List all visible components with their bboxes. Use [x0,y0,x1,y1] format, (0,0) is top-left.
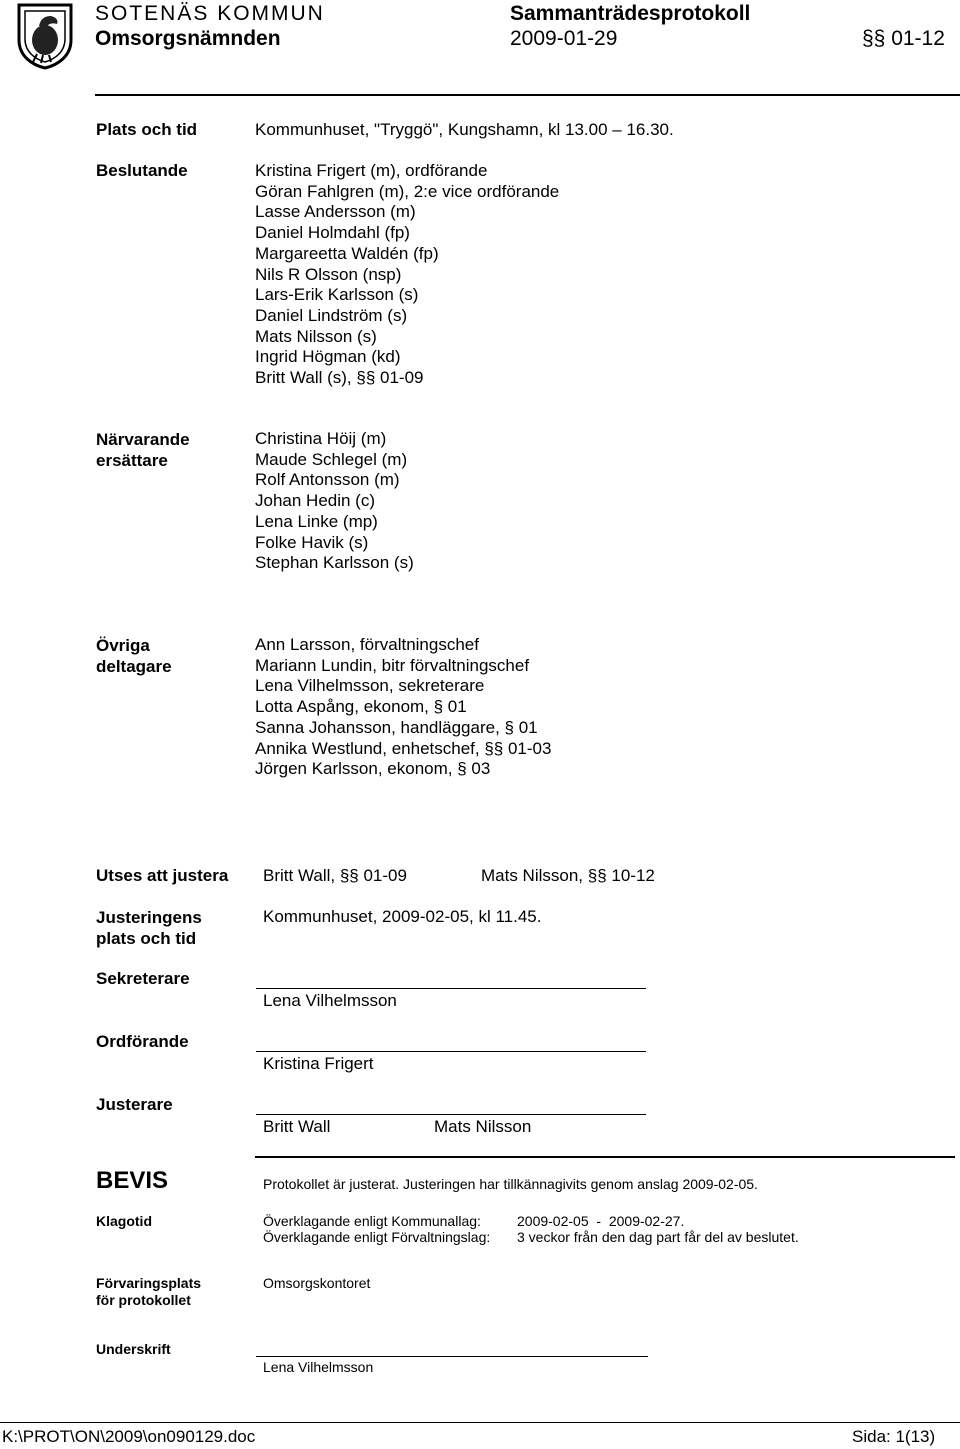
ersattare-list [255,429,414,574]
page-number: Sida: 1(13) [852,1427,936,1446]
ersattare-label: Närvarande ersättare [96,430,190,470]
list-item: Britt Wall (s), §§ 01-09 [255,368,424,388]
justera-label: Utses att justera [96,866,229,885]
beslutande-list [255,161,559,389]
justera-person-1: Britt Wall, §§ 01-09 [263,866,407,885]
footer-rule [0,1422,960,1423]
bevis-title: BEVIS [96,1167,169,1194]
justeringens-label: Justeringens plats och tid [96,908,202,948]
klagotid-kommunallag-label: Överklagande enligt Kommunallag: [263,1213,481,1229]
justerare-name-2: Mats Nilsson [434,1117,532,1136]
place-value: Kommunhuset, "Tryggö", Kungshamn, kl 13.00 – 16.30. [255,120,674,139]
list-item: Daniel Lindström (s) [255,305,408,325]
klagotid-kommunallag-value: 2009-02-05 - 2009-02-27. [517,1213,685,1229]
paragraph-range: §§ 01-12 [862,27,945,50]
list-item: Stephan Karlsson (s) [255,553,414,573]
list-item: Lars-Erik Karlsson (s) [255,285,419,305]
list-item: Sanna Johansson, handläggare, § 01 [255,717,538,737]
list-item: Lena Linke (mp) [255,511,378,531]
header-rule [95,94,960,96]
forvaring-label: Förvaringsplats för protokollet [96,1275,202,1308]
list-item: Maude Schlegel (m) [255,449,408,469]
list-item: Ann Larsson, förvaltningschef [255,635,479,654]
list-item: Daniel Holmdahl (fp) [255,223,410,243]
bevis-text: Protokollet är justerat. Justeringen har tillkännagivits genom anslag 2009-02-05. [263,1176,758,1192]
justerare-name-1: Britt Wall [263,1117,331,1136]
list-item: Lasse Andersson (m) [255,202,416,222]
list-item: Jörgen Karlsson, ekonom, § 03 [255,759,491,779]
list-item: Lena Vilhelmsson, sekreterare [255,676,485,696]
underskrift-name: Lena Vilhelmsson [263,1359,374,1375]
list-item: Mats Nilsson (s) [255,326,377,346]
list-item: Johan Hedin (c) [255,491,376,511]
sekreterare-name: Lena Vilhelmsson [263,991,397,1010]
klagotid-forvaltningslag-value: 3 veckor från den dag part får del av beslutet. [517,1229,799,1245]
beslutande-label: Beslutande [96,161,188,180]
ovriga-label: Övriga deltagare [96,636,172,676]
list-item: Folke Havik (s) [255,532,369,552]
list-item: Annika Westlund, enhetschef, §§ 01-03 [255,738,552,758]
document-type: Sammanträdesprotokoll [510,2,751,25]
signature-line [256,1051,646,1052]
klagotid-forvaltningslag-label: Överklagande enligt Förvaltningslag: [263,1229,491,1245]
meeting-date: 2009-01-29 [510,27,618,50]
signature-line [256,1114,646,1115]
list-item: Kristina Frigert (m), ordförande [255,161,488,180]
list-item: Rolf Antonsson (m) [255,470,400,490]
signature-line [256,988,646,989]
forvaring-value: Omsorgskontoret [263,1275,371,1291]
sekreterare-label: Sekreterare [96,969,190,988]
klagotid-label: Klagotid [96,1213,152,1229]
signature-line [256,1356,648,1357]
list-item: Göran Fahlgren (m), 2:e vice ordförande [255,181,560,201]
place-label: Plats och tid [96,120,198,139]
list-item: Christina Höij (m) [255,429,387,448]
committee-name: Omsorgsnämnden [95,27,281,50]
justera-person-2: Mats Nilsson, §§ 10-12 [481,866,655,885]
file-path: K:\PROT\ON\2009\on090129.doc [2,1427,256,1446]
ordforande-label: Ordförande [96,1032,189,1051]
municipality-logo [15,2,75,70]
justeringens-value: Kommunhuset, 2009-02-05, kl 11.45. [263,907,542,926]
org-name: SOTENÄS KOMMUN [95,2,325,25]
justerare-label: Justerare [96,1095,173,1114]
bevis-rule [255,1156,955,1158]
list-item: Mariann Lundin, bitr förvaltningschef [255,655,530,675]
list-item: Nils R Olsson (nsp) [255,264,402,284]
list-item: Ingrid Högman (kd) [255,347,401,367]
ordforande-name: Kristina Frigert [263,1054,374,1073]
ovriga-list [255,635,551,780]
list-item: Lotta Aspång, ekonom, § 01 [255,697,467,717]
list-item: Margareetta Waldén (fp) [255,243,439,263]
underskrift-label: Underskrift [96,1341,171,1357]
